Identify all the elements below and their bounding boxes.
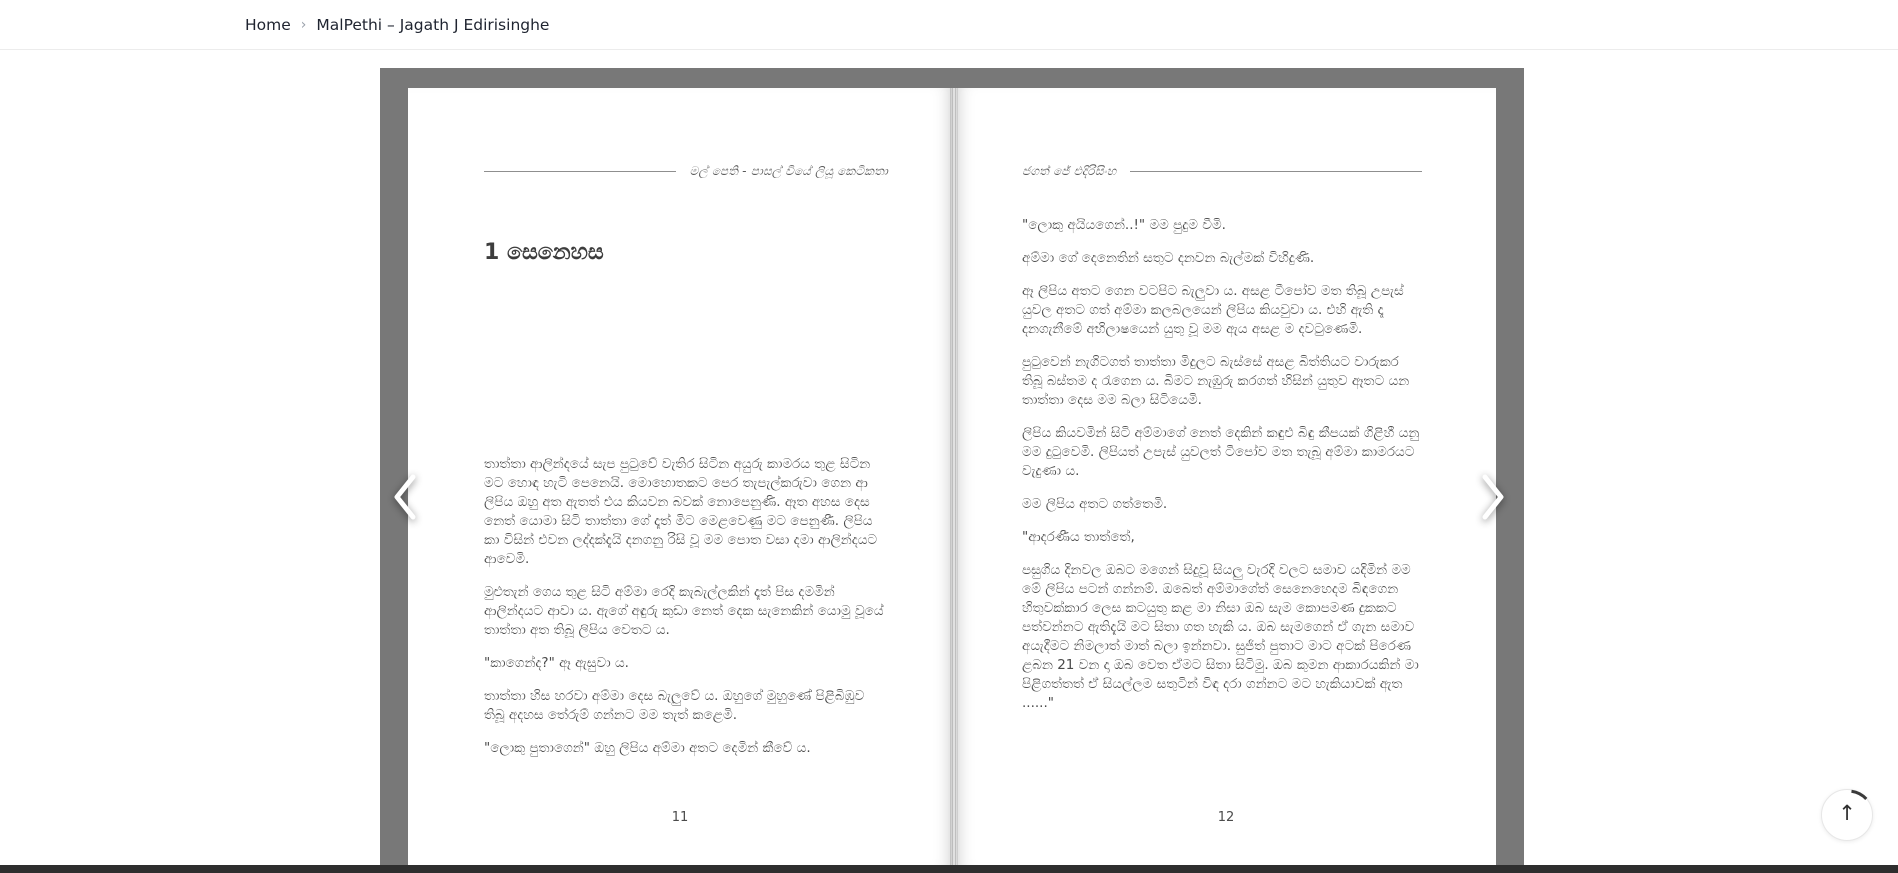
paragraph: "ලොකු අයියගෙන්..!" මම පුදුම වීමි. bbox=[1022, 217, 1226, 233]
chevron-left-icon bbox=[388, 469, 422, 525]
page-header-right bbox=[1022, 164, 1422, 179]
page-body-left bbox=[484, 455, 888, 772]
book-page-left bbox=[408, 88, 952, 867]
paragraph: පුටුවෙන් නැගිටගත් තාත්තා මිදුලට බැස්සේ අසළ බිත්තියට වාරුකර තිබූ බස්තම ද රැගෙන ය. බිමට නැඹුරු කරගත් හිසින් යුතුව ඈතට යන තාත්තා දෙස මම බලා සිටියෙමි. bbox=[1022, 354, 1410, 408]
breadcrumb-home-link[interactable]: Home bbox=[245, 16, 291, 34]
paragraph: "ලොකු පුතාගෙන්" ඔහු ලිපිය අම්මා අතට දෙමින් කීවේ ය. bbox=[484, 740, 811, 756]
paragraph: තාත්තා හිස හරවා අම්මා දෙස බැලුවේ ය. ඔහුගේ මුහුණේ පිළිබිඹුව තිබූ අදහස තේරුම් ගන්නට මම තැත් කළෙමි. bbox=[484, 688, 865, 723]
scroll-to-top-button[interactable] bbox=[1821, 789, 1873, 841]
chevron-right-icon bbox=[1476, 469, 1510, 525]
page-body-right bbox=[1022, 216, 1422, 727]
chapter-title: 1 සෙනෙහස bbox=[484, 240, 604, 265]
paragraph: මුළුතැන් ගෙය තුළ සිටි අම්මා රෙදි කැබැල්ලකින් දෑත් පිස දමමින් ආලින්දයට ආවා ය. ඇගේ අඳුරු කුඩා නෙත් දෙක සැනෙකින් යොමු වූයේ තාත්තා අත තිබූ ලිපිය වෙතට ය. bbox=[484, 584, 884, 638]
next-page-button[interactable] bbox=[1471, 467, 1515, 527]
page-header-left bbox=[484, 164, 888, 179]
paragraph: තාත්තා ආලින්දයේ සැප පුටුවේ වැතිර සිටින අයුරු කාමරය තුළ සිටින මට හොඳ හැටි පෙනෙයි. මොහොතකට පෙර තැපැල්කරුවා ගෙන ආ ලිපිය ඔහු අත ඇතත් එය කියවන බවක් නොපෙනුණි. ඈත අහස දෙස නෙත් යොමා සිටි තාත්තා ගේ දෑත් මිට මෙළවෙණු මට පෙනුණී. ලිපිය කා විසින් එවන ලද්දක්දැයි දනගනු රිසි වූ මම පොත වසා දමා ආලින්දයට ආවෙමි. bbox=[484, 456, 878, 567]
book-spread bbox=[408, 88, 1496, 867]
paragraph: ඈ ලිපිය අතට ගෙන වටපිට බැලුවා ය. අසළ ටීපෝව මත තිබූ උපැස් යුවල අතට ගත් අම්මා කලබලයෙන් ලිපිය කියවුවා ය. එහි ඇති දෑ දනගැනීමේ අභිලාෂයෙන් යුතු වූ මම ඇය අසළ ම දවටුණෙමි. bbox=[1022, 283, 1404, 337]
paragraph: "ආදරණීය තාත්තේ, bbox=[1022, 529, 1135, 545]
top-bar bbox=[0, 0, 1898, 50]
breadcrumb bbox=[245, 16, 549, 34]
book-title-header: මල් පෙති - පාසල් වියේ ලියූ කෙටිකතා bbox=[689, 164, 888, 178]
breadcrumb-current: MalPethi – Jagath J Edirisinghe bbox=[316, 16, 550, 34]
header-rule bbox=[1130, 171, 1422, 172]
page-number-right: 12 bbox=[1217, 810, 1235, 825]
author-header: ජගත් ජේ එදිරිසිංහ bbox=[1022, 164, 1117, 178]
prev-page-button[interactable] bbox=[383, 467, 427, 527]
paragraph: මම ලිපිය අතට ගත්තෙමි. bbox=[1022, 496, 1168, 512]
page-fold bbox=[950, 88, 958, 867]
paragraph: "කාගෙන්ද?" ඈ ඇසුවා ය. bbox=[484, 655, 629, 671]
paragraph: අම්මා ගේ දෙනෙතින් සතුට දනවන බැල්මක් විහිදුණි. bbox=[1022, 250, 1315, 266]
page-number-left: 11 bbox=[671, 810, 689, 825]
book-viewer bbox=[380, 68, 1524, 867]
chevron-right-icon: › bbox=[300, 17, 307, 33]
header-rule bbox=[484, 171, 676, 172]
bottom-strip bbox=[0, 865, 1898, 873]
paragraph: ලිපිය කියවමින් සිටි අම්මාගේ නෙත් දෙකින් කඳුළු බිඳු කීපයක් ගිළිහී යනු මම දුටුවෙමි. ලිපියත් උපැස් යුවලත් ටීපෝව මත තැබූ අම්මා කාමරයට වැදුණා ය. bbox=[1022, 425, 1420, 479]
paragraph: පසුගිය දිනවල ඔබට මගෙන් සිදුවූ සියලු වැරදි වලට සමාව යදිමින් මම මේ ලිපිය පටන් ගන්නම්. ඔබෙත් අම්මාගේත් සෙනෙහෙදම බිඳගෙන හිතුවක්කාර ලෙස කටයුතු කළ මා නිසා ඔබ සැම කොපමණ දුකකට පත්වන්නට ඇතිදැයි මට සිතා ගත හැකි ය. ඔබ සැමගෙන් ඒ ගැන සමාව අයැදීමට නිමලාත් මාත් බලා ඉන්නවා. සුජිත් පුතාට මාට අටක් පිරෙණ ළබන 21 වන දා ඔබ වෙත ඒමට සිතා සිටිමු. ඔබ කුමන ආකාරයකින් මා පිළිගත්තත් ඒ සියල්ලම සතුටින් විඳ දරා ගන්නට මට හැකියාවක් ඇත ......" bbox=[1022, 562, 1419, 711]
book-page-right bbox=[956, 88, 1496, 867]
arrow-up-icon: ↑ bbox=[1838, 801, 1856, 825]
